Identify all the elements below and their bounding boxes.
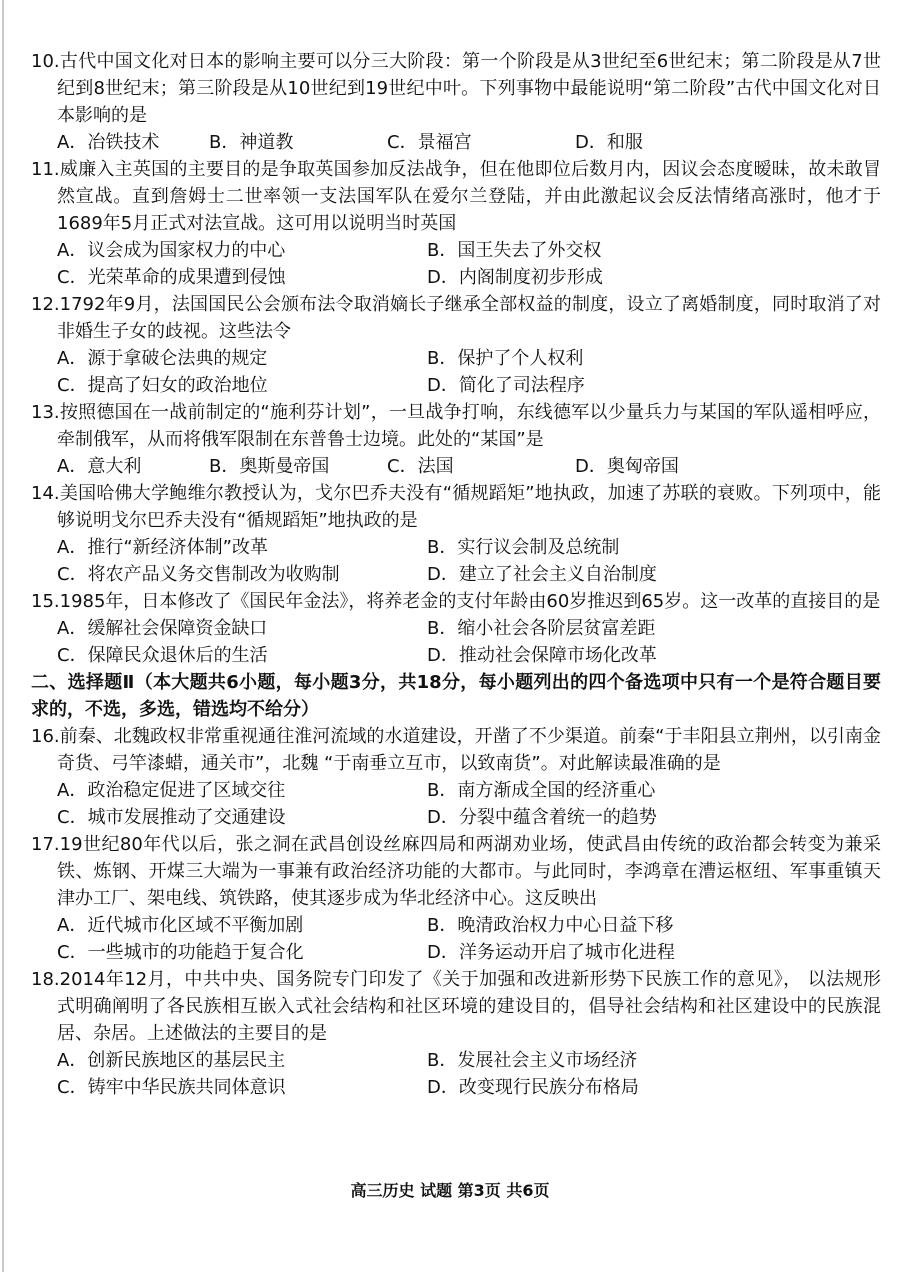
question-group-2 <box>31 723 881 1101</box>
answer-option: D．建立了社会主义自治制度 <box>427 564 657 585</box>
answer-option: B．神道教 <box>209 132 294 153</box>
answer-options <box>31 129 881 156</box>
answer-options <box>31 453 881 480</box>
answer-option: C．光荣革命的成果遭到侵蚀 <box>57 267 286 288</box>
answer-options <box>31 777 881 831</box>
answer-option: D．推动社会保障市场化改革 <box>427 645 657 666</box>
answer-option: A．缓解社会保障资金缺口 <box>57 618 268 639</box>
question <box>31 48 881 156</box>
answer-option: A．议会成为国家权力的中心 <box>57 240 286 261</box>
answer-option: C．提高了妇女的政治地位 <box>57 375 268 396</box>
answer-options <box>31 615 881 669</box>
question <box>31 831 881 966</box>
answer-option: A．意大利 <box>57 456 142 477</box>
answer-option: C．城市发展推动了交通建设 <box>57 807 286 828</box>
answer-options <box>31 912 881 966</box>
question-stem: 13.按照德国在一战前制定的“施利芬计划”，一旦战争打响，东线德军以少量兵力与某国的军队遥相呼应，牵制俄军，从而将俄军限制在东普鲁士边境。此处的“某国”是 <box>31 402 881 450</box>
answer-option: B．南方渐成全国的经济重心 <box>427 780 656 801</box>
answer-option: B．实行议会制及总统制 <box>427 537 620 558</box>
question-stem: 12.1792年9月，法国国民公会颁布法令取消嫡长子继承全部权益的制度，设立了离婚制度，同时取消了对非婚生子女的歧视。这些法令 <box>31 294 881 342</box>
answer-option: B．晚清政治权力中心日益下移 <box>427 915 674 936</box>
question-stem: 17.19世纪80年代以后，张之洞在武昌创设丝麻四局和两湖劝业场，使武昌由传统的政治都会转变为兼采铁、炼钢、开煤三大端为一事兼有政治经济功能的大都市。与此同时，李鸿章在漕运枢纽、军事重镇天津办工厂、架电线、筑铁路，使其逐步成为华北经济中心。这反映出 <box>31 834 881 909</box>
answer-option: A．创新民族地区的基层民主 <box>57 1050 286 1071</box>
question-stem: 10.古代中国文化对日本的影响主要可以分三大阶段：第一个阶段是从3世纪至6世纪末；第二阶段是从7世纪到8世纪末；第三阶段是从10世纪到19世纪中叶。下列事物中最能说明“第二阶段”古代中国文化对日本影响的是 <box>31 51 881 126</box>
answer-option: D．和服 <box>575 132 643 153</box>
answer-option: A．政治稳定促进了区域交往 <box>57 780 286 801</box>
answer-option: B．保护了个人权利 <box>427 348 584 369</box>
answer-option: C．保障民众退休后的生活 <box>57 645 268 666</box>
exam-page <box>31 48 881 1101</box>
question <box>31 480 881 588</box>
answer-option: C．法国 <box>387 456 454 477</box>
answer-option: D．内阁制度初步形成 <box>427 267 603 288</box>
answer-option: A．推行“新经济体制”改革 <box>57 537 268 558</box>
answer-option: D．改变现行民族分布格局 <box>427 1077 639 1098</box>
answer-option: C．景福宫 <box>387 132 472 153</box>
answer-option: B．缩小社会各阶层贫富差距 <box>427 618 656 639</box>
answer-option: A．冶铁技术 <box>57 132 160 153</box>
question <box>31 588 881 669</box>
answer-option: C．将农产品义务交售制改为收购制 <box>57 564 340 585</box>
answer-option: B．奥斯曼帝国 <box>209 456 330 477</box>
answer-options <box>31 345 881 399</box>
answer-option: A．近代城市化区域不平衡加剧 <box>57 915 304 936</box>
question <box>31 399 881 480</box>
page-edge <box>2 0 4 1272</box>
question-stem: 11.威廉入主英国的主要目的是争取英国参加反法战争，但在他即位后数月内，因议会态度暧昧，故未敢冒然宣战。直到詹姆士二世率领一支法国军队在爱尔兰登陆，并由此激起议会反法情绪高涨时，他才于1689年5月正式对法宣战。这可用以说明当时英国 <box>31 159 881 234</box>
answer-options <box>31 1047 881 1101</box>
answer-option: D．奥匈帝国 <box>575 456 679 477</box>
answer-options <box>31 237 881 291</box>
answer-option: D．分裂中蕴含着统一的趋势 <box>427 807 657 828</box>
question-stem: 18.2014年12月，中共中央、国务院专门印发了《关于加强和改进新形势下民族工作的意见》， 以法规形式明确阐明了各民族相互嵌入式社会结构和社区环境的建设目的，倡导社会结构和社区建设中的民族混居、杂居。上述做法的主要目的是 <box>31 969 881 1044</box>
question <box>31 723 881 831</box>
answer-option: B．发展社会主义市场经济 <box>427 1050 638 1071</box>
answer-option: C．一些城市的功能趋于复合化 <box>57 942 304 963</box>
question-stem: 15.1985年，日本修改了《国民年金法》，将养老金的支付年龄由60岁推迟到65岁。这一改革的直接目的是 <box>31 591 881 612</box>
section-heading: 二、选择题Ⅱ（本大题共6小题，每小题3分，共18分，每小题列出的四个备选项中只有一个是符合题目要求的，不选，多选，错选均不给分） <box>31 672 881 720</box>
answer-option: A．源于拿破仑法典的规定 <box>57 348 268 369</box>
question <box>31 966 881 1101</box>
answer-option: B．国王失去了外交权 <box>427 240 602 261</box>
question-stem: 16.前秦、北魏政权非常重视通往淮河流域的水道建设，开凿了不少渠道。前秦“于丰阳县立荆州，以引南金奇货、弓竿漆蜡，通关市”，北魏 “于南垂立互市，以致南货”。对此解读最准确的是 <box>31 726 881 774</box>
question-stem: 14.美国哈佛大学鲍维尔教授认为，戈尔巴乔夫没有“循规蹈矩”地执政，加速了苏联的衰败。下列项中，能够说明戈尔巴乔夫没有“循规蹈矩”地执政的是 <box>31 483 881 531</box>
question <box>31 291 881 399</box>
answer-option: C．铸牢中华民族共同体意识 <box>57 1077 286 1098</box>
answer-option: D．洋务运动开启了城市化进程 <box>427 942 675 963</box>
answer-options <box>31 534 881 588</box>
answer-option: D．简化了司法程序 <box>427 375 585 396</box>
question-group-1 <box>31 48 881 669</box>
page-footer: 高三历史 试题 第3页 共6页 <box>350 1181 550 1200</box>
question <box>31 156 881 291</box>
